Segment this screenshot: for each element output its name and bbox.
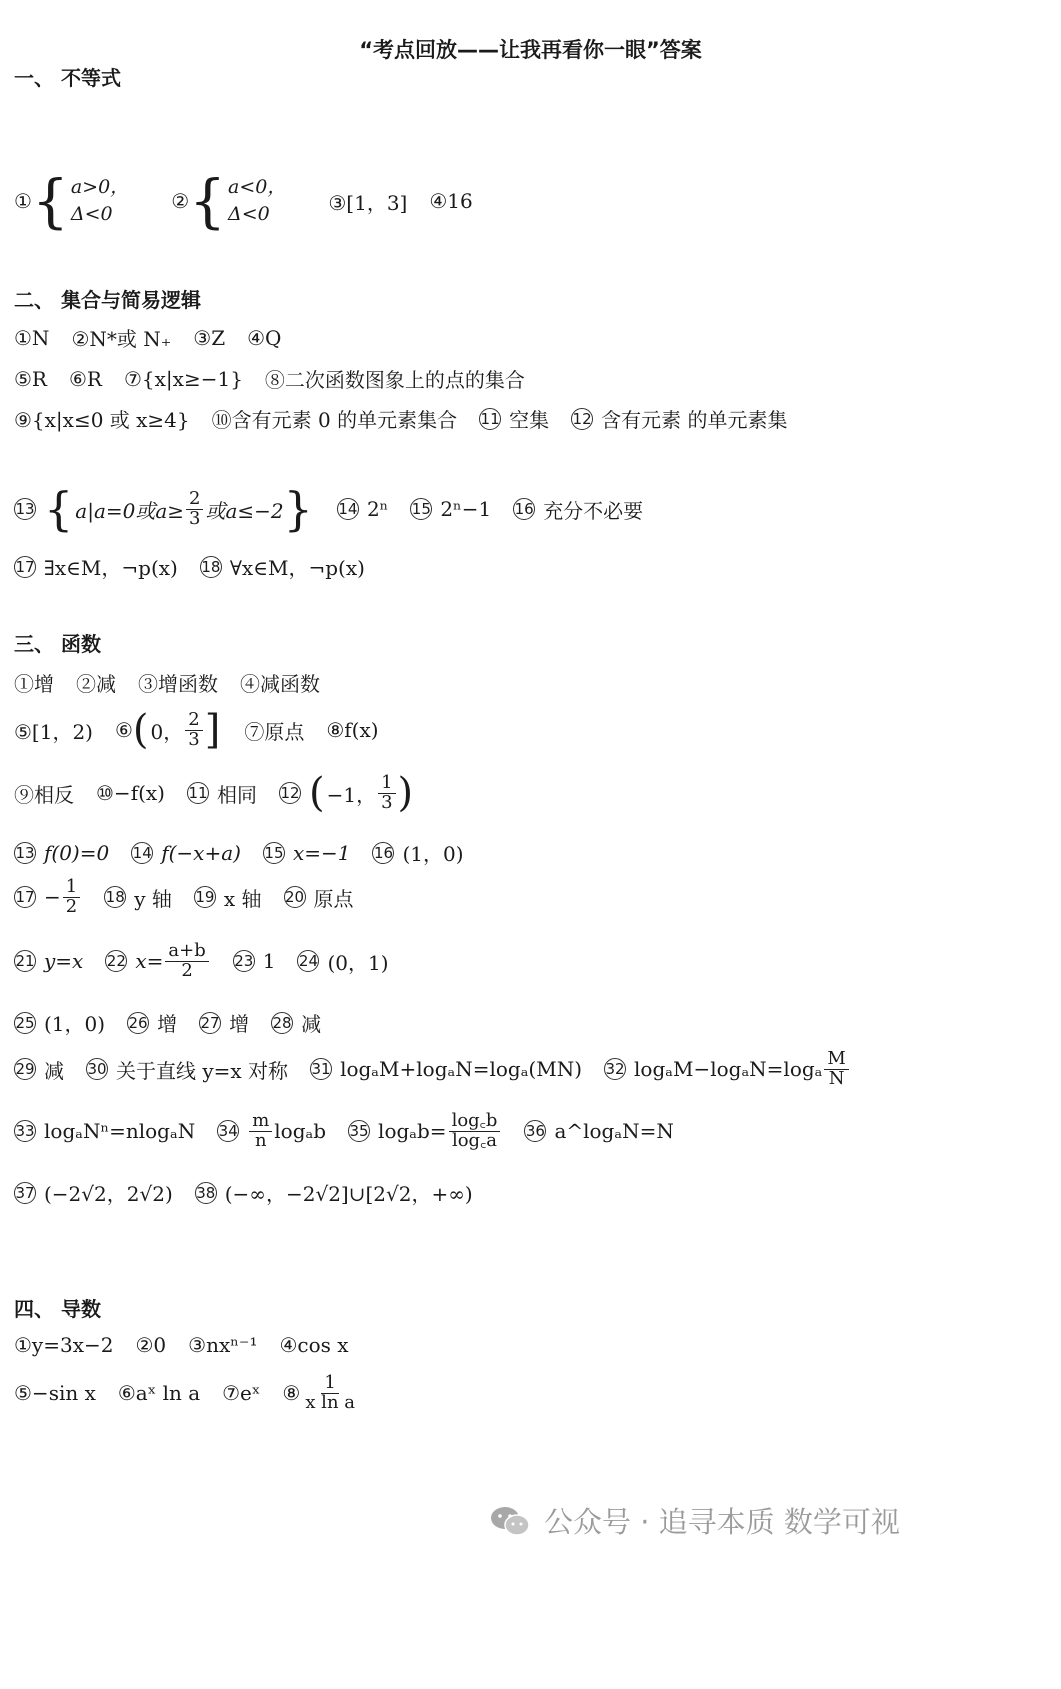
deriv-row-2	[14, 1374, 382, 1413]
answer-3: ③[1，3]	[328, 190, 408, 215]
answer: ①N	[14, 325, 50, 350]
set-brace: {	[44, 482, 74, 536]
answer: 36 a^logₐN=N	[525, 1119, 674, 1144]
answer: ⑩−f(x)	[96, 781, 165, 805]
answer-2	[171, 167, 287, 235]
answer: ⑨{x|x≤0 或 x≥4}	[14, 408, 190, 432]
page-title: “考点回放——让我再看你一眼”答案	[359, 38, 702, 62]
answer: 17 − $\frac{1}{2}$	[14, 878, 82, 917]
answer: 18 y 轴	[105, 886, 172, 911]
answer: ⑥R	[69, 366, 102, 391]
answer: 15 2ⁿ−1	[411, 497, 492, 521]
func-row-5	[14, 878, 376, 917]
answer: 22 x= $\frac{a+b}{2}$	[105, 942, 210, 981]
cond-a: a>0，	[70, 176, 130, 199]
func-row-10	[14, 1178, 495, 1207]
answer: 25 (1，0)	[15, 1012, 106, 1036]
sets-row-4	[14, 482, 665, 536]
circled-number: 13	[15, 500, 35, 518]
answer: ①y=3x−2	[14, 1333, 114, 1357]
answer: 11 相同	[188, 782, 257, 807]
answer: 13 f(0)=0	[15, 840, 110, 865]
func-row-9	[14, 1112, 696, 1151]
answer: 34 $\frac{m}{n}$ logₐb	[218, 1110, 327, 1151]
section-heading-derivatives: 四、 导数	[14, 1297, 101, 1321]
answer: 31 logₐM+logₐN=logₐ(MN)	[311, 1057, 583, 1082]
answer: ⑤−sin x	[14, 1381, 96, 1406]
answer: ②0	[135, 1333, 167, 1357]
func-row-6	[14, 942, 411, 981]
inequality-answers	[14, 167, 495, 235]
func-row-8	[14, 1050, 873, 1089]
answer: ⑤R	[14, 366, 47, 391]
answer: 12 含有元素 的单元素集	[572, 408, 788, 432]
answer: 19 x 轴	[195, 886, 262, 911]
answer-1	[14, 167, 130, 235]
cond-delta: Δ<0	[70, 203, 113, 225]
system-brace: {	[31, 167, 69, 235]
section-heading-sets-logic: 二、 集合与简易逻辑	[14, 288, 201, 312]
answer: 33 logₐNⁿ=nlogₐN	[15, 1119, 196, 1144]
deriv-row-1	[14, 1333, 371, 1357]
answer: ⑧ $\frac{1}{\text{x ln a}}$	[282, 1372, 355, 1413]
answer: 16 (1，0)	[373, 842, 464, 866]
answer-number: ①	[14, 189, 32, 213]
answer: ①增	[14, 672, 54, 696]
answer: ⑦原点	[244, 719, 305, 744]
fraction: $\frac{2}{3}$	[186, 490, 203, 529]
section-heading-functions: 三、 函数	[14, 632, 101, 656]
answer-4: ④16	[429, 189, 473, 213]
watermark-text: 公众号 · 追寻本质 数学可视	[544, 1505, 900, 1539]
answer: ⑨相反	[14, 782, 74, 807]
answer: 24 (0，1)	[298, 950, 389, 975]
answer: ④cos x	[279, 1333, 349, 1357]
sets-row-2	[14, 364, 547, 393]
func-row-4	[14, 838, 486, 867]
cond-delta: Δ<0	[228, 203, 270, 225]
answer: ⑧二次函数图象上的点的集合	[264, 368, 525, 392]
circled-number: 11	[480, 409, 500, 428]
answer: 16 充分不必要	[514, 498, 644, 523]
answer: ③Z	[193, 325, 226, 350]
sets-row-3	[14, 404, 809, 433]
watermark	[490, 1500, 900, 1541]
answer: 20 原点	[284, 886, 354, 911]
answer: 29 减	[15, 1058, 64, 1083]
answer: 14 2ⁿ	[338, 497, 389, 521]
answer: 37 (−2√2，2√2)	[15, 1182, 173, 1206]
answer: ③增函数	[138, 672, 218, 696]
answer: ⑦eˣ	[222, 1381, 261, 1406]
answer: ⑧f(x)	[326, 718, 379, 742]
section-heading-inequality: 一、 不等式	[14, 66, 121, 90]
func-row-2	[14, 707, 401, 753]
answer: 15 x=−1	[264, 840, 351, 865]
answer-number: ②	[171, 189, 190, 213]
answer: ⑥ ( 0， $\frac{2}{3}$ ]	[114, 707, 221, 753]
answer: ②减	[76, 672, 116, 696]
answer: 32 logₐM−logₐN=logₐ $\frac{M}{N}$	[604, 1050, 851, 1089]
answer: 26 增	[128, 1012, 178, 1036]
system-brace: {	[189, 167, 227, 235]
func-row-7	[14, 1008, 343, 1037]
answer: 13 { a|a=0或a≥ $\frac{2}{3}$ 或a≤−2 }	[15, 482, 313, 536]
answer: ③nxⁿ⁻¹	[188, 1333, 258, 1357]
answer: 14 f(−x+a)	[132, 840, 241, 865]
func-row-1	[14, 668, 342, 697]
answer: 35 logₐb= $\frac{\log꜀b}{\log꜀a}$	[348, 1112, 502, 1151]
circled-number: 12	[572, 409, 592, 428]
sets-row-5	[14, 552, 387, 581]
answer: ⑥aˣ ln a	[117, 1381, 201, 1406]
answer: 11 空集	[480, 408, 550, 432]
answer: ⑦{x|x≥−1}	[124, 366, 243, 391]
sets-row-1	[14, 323, 303, 352]
answer: 21 y=x	[15, 949, 84, 974]
answer: ④减函数	[240, 672, 320, 696]
answer: ⑩含有元素 0 的单元素集合	[211, 408, 458, 432]
answer: 23 1	[234, 949, 276, 974]
answer: 27 增	[200, 1012, 250, 1036]
answer: 28 减	[272, 1012, 322, 1036]
cond-a: a<0，	[228, 176, 287, 199]
answer: 38 (−∞，−2√2]∪[2√2，+∞)	[196, 1182, 473, 1206]
answer: ④Q	[247, 325, 282, 350]
answer: ⑤[1，2)	[14, 719, 93, 744]
answer: ②N*或 N₊	[71, 327, 172, 351]
answer: 17 ∃x∈M，¬p(x)	[15, 556, 178, 580]
answer: 18 ∀x∈M，¬p(x)	[201, 556, 365, 580]
func-row-3	[14, 770, 437, 816]
answer: 12 ( −1， $\frac{1}{3}$ )	[280, 770, 414, 816]
wechat-icon	[490, 1504, 530, 1538]
set-brace: }	[283, 482, 313, 536]
answer: 30 关于直线 y=x 对称	[87, 1058, 289, 1083]
